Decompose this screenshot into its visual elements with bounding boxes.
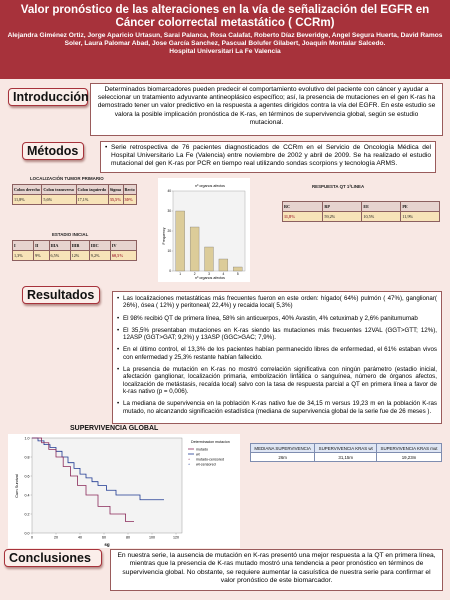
loc-value: 5,6%: [42, 195, 76, 205]
est-header: I: [13, 241, 34, 251]
bar-category-label: 1: [179, 272, 182, 276]
resp-value: 10,5%: [362, 212, 401, 222]
intro-box: [90, 83, 443, 136]
bar-category-label: 4: [222, 272, 225, 276]
bar-chart-title: nº organos afectos: [195, 184, 225, 188]
loc-table: [12, 184, 137, 205]
loc-table-caption: LOCALIZACIÓN TUMOR PRIMARIO: [30, 176, 104, 181]
resp-header: PE: [401, 202, 440, 212]
loc-header: Colon transverso: [42, 185, 76, 195]
km-xtick-label: 20: [54, 535, 58, 540]
bar-category-label: 5: [236, 272, 239, 276]
est-header: IIIB: [70, 241, 89, 251]
bar-chart-ylabel: Frequency: [162, 227, 166, 245]
bar: [190, 227, 199, 271]
result-item: • El 98% recibió QT de primera línea, 58% sin anticuerpos, 40% Avastin, 4% cetuximab y 2,6% panitumumab: [117, 315, 437, 322]
bar-chart-xlabel: nº organos afectos: [195, 276, 225, 280]
result-item: • En el último control, el 13,3% de los pacientes habían permanecido libres de enfermedad, el 61% estaban vivos con enfermedad y 25,3% restante habían fallecido.: [117, 346, 437, 361]
loc-header: Colon izquierdo: [76, 185, 108, 195]
km-ytick-label: 0.6: [24, 474, 30, 479]
section-title-conclusiones: Conclusiones: [4, 549, 102, 567]
result-item: • El 35,5% presentaban mutaciones en K-ras siendo las mutaciones más frecuentes 12VAL (GGT>GTT; 12%), 12ASP (GGT>GAT; 9,2%) y 13ASP (GGC>GAC; 7,9%).: [117, 327, 437, 342]
est-value: 1,3%: [13, 251, 34, 261]
resp-table: [282, 201, 440, 222]
bar: [219, 259, 228, 271]
loc-value: 30%: [123, 195, 136, 205]
hospital: Hospital Universitari La Fe Valencia: [169, 48, 281, 55]
km-legend-item: mutado: [196, 447, 208, 452]
median-header: SUPERVIVENCIA KRAS mut: [377, 444, 442, 453]
authors: Alejandra Giménez Ortiz, Jorge Aparicio Urtasun, Sarai Palanca, Rosa Calafat, Roberto Díaz Beveridge, Angel Segura Huerta, David Ramos Soler, Laura Palomar Abad, Jose García Sanchez, Pascual Bolufer Gilabert, Joaquín Montalar Salcedo.: [7, 32, 443, 47]
bar-ytick-label: 40: [167, 189, 171, 194]
loc-value: 17,1%: [76, 195, 108, 205]
resp-value: 11,9%: [401, 212, 440, 222]
km-xtick-label: 60: [102, 535, 106, 540]
km-xtick-label: 80: [126, 535, 130, 540]
metodos-text: • Serie retrospectiva de 76 pacientes diagnosticados de CCRm en el Servicio de Oncología Médica del Hospital Universitario La Fe (Valencia) entre noviembre de 2002 y abril de 2009. Se ha realizado el estudio mutacional del gen K-ras por PCR en tiempo real utilizando sondas scorpions y tecnología ARMS.: [105, 144, 431, 169]
est-header: II: [34, 241, 49, 251]
est-table: [12, 240, 137, 261]
resp-header: RP: [323, 202, 362, 212]
bar: [205, 247, 214, 271]
median-value: 31,15m: [315, 453, 377, 462]
km-ytick-label: 0.4: [24, 493, 30, 498]
median-header: SUPERVIVENCIA KRAS wt: [315, 444, 377, 453]
est-header: IV: [110, 241, 136, 251]
bar-category-label: 2: [193, 272, 196, 276]
km-ytick-label: 0.0: [24, 531, 30, 536]
km-ytick-label: 0.2: [24, 512, 30, 517]
bar-ytick-label: 20: [167, 229, 171, 234]
est-header: IIIA: [49, 241, 70, 251]
bar-category-label: 3: [208, 272, 210, 276]
loc-header: Colon derecho: [13, 185, 42, 195]
km-legend-item: wt-censored: [196, 462, 216, 467]
loc-header: Recto: [123, 185, 136, 195]
km-title: SUPERVIVENCIA GLOBAL: [70, 425, 159, 432]
result-item: • La mediana de supervivencia en la población K-ras nativo fue de 34,15 m versus 19,23 m en la población K-ras mutado, no alcanzando significación estadística (mediana de supervivencia global de la serie fue de 26 meses ).: [117, 400, 437, 415]
median-value: 26m: [251, 453, 315, 462]
loc-value: 11,8%: [13, 195, 42, 205]
est-header: IIIC: [89, 241, 110, 251]
median-table: [250, 443, 442, 462]
km-xtick-label: 0: [31, 535, 33, 540]
km-plot-area: [32, 438, 182, 533]
loc-value: 35,5%: [108, 195, 123, 205]
resp-value: 11,8%: [283, 212, 323, 222]
bar-ytick-label: 0: [169, 269, 171, 274]
result-item: • Las localizaciones metastáticas más frecuentes fueron en este orden: hígado( 64%) pulmón ( 47%), ganglionar( 26%), ósea ( 12%) y peritoneal( 22,4%) y recaida local( 5,3%): [117, 295, 437, 310]
est-value: 6,5%: [49, 251, 70, 261]
est-value: 60,5%: [110, 251, 136, 261]
km-legend-marker: +: [188, 457, 191, 462]
intro-text: Determinados biomarcadores pueden predecir el comportamiento evolutivo del paciente con cáncer y ayudar a seleccionar un tratamiento adyuvante antineoplásico específico; así, la presencia de mutaciones en el gen K-ras ha demostrado tener un valor predictivo en la respuesta a agentes dirigidos contra la vía del EGFR. En este estudio se valora la posible implicación pronóstica de K-ras, en términos de supervivencia global, según se estudio mutacional.: [97, 86, 436, 126]
resp-table-caption: RESPUESTA QT 1ªLINEA: [312, 184, 365, 189]
section-title-intro: Introducción: [8, 88, 88, 106]
km-legend-item: mutado-censored: [196, 457, 224, 462]
median-header: MEDIANA SUPERVIVENCIA: [251, 444, 315, 453]
km-xtick-label: 120: [173, 535, 179, 540]
km-ylabel: Cum Survival: [14, 474, 19, 498]
est-value: 12%: [70, 251, 89, 261]
km-legend-title: Determinacion mutacion: [191, 440, 230, 444]
loc-header: Sigma: [108, 185, 123, 195]
bar: [176, 211, 185, 271]
section-title-resultados: Resultados: [22, 286, 100, 304]
poster-header: [0, 0, 450, 79]
km-ytick-label: 1.0: [24, 436, 30, 441]
conclusiones-box: [110, 549, 443, 591]
est-value: 9%: [34, 251, 49, 261]
bar-ytick-label: 30: [167, 209, 171, 214]
median-value: 19,23m: [377, 453, 442, 462]
km-legend-marker: +: [188, 462, 191, 467]
km-ytick-label: 0.8: [24, 455, 30, 460]
bar-ytick-label: 10: [167, 249, 171, 254]
conclusiones-text: En nuestra serie, la ausencia de mutación en K-ras presentó una mejor respuesta a la QT en primera línea, mientras que la presencia de K-ras mutado mostró una tendencia a peor pronóstico en términos de supervivencia global. No obstante, se requiere aumentar la casuística de nuestra serie para confirmar el valor pronóstico de este biomarcador.: [117, 552, 436, 585]
resp-value: 59,2%: [323, 212, 362, 222]
km-xlabel: sg: [104, 542, 110, 547]
km-legend-item: wt: [196, 452, 200, 457]
est-value: 9,2%: [89, 251, 110, 261]
bar-chart: [158, 178, 250, 282]
metodos-box: [100, 141, 436, 173]
resp-header: EE: [362, 202, 401, 212]
bar: [233, 267, 242, 271]
result-item: • La presencia de mutación en K-ras no mostró correlación significativa con ningún parámetro (estadio inicial, afectación ganglionar, localización primaria, embolización linfática o sanguínea, número de órganos afectos, localización de metástasis, recaída local) salvo con la tasa de respuesta parcial a QT en primera línea a favor de k-ras nativo (p = 0,006).: [117, 366, 437, 395]
poster-title: Valor pronóstico de las alteraciones en la vía de señalización del EGFR en Cáncer colorrectal metastático ( CCRm): [20, 3, 430, 29]
km-chart: [8, 434, 240, 548]
section-title-metodos: Métodos: [22, 142, 84, 160]
est-table-caption: ESTADIO INICIAL: [52, 232, 89, 237]
km-xtick-label: 100: [149, 535, 155, 540]
resp-header: RC: [283, 202, 323, 212]
km-xtick-label: 40: [78, 535, 82, 540]
resultados-box: [112, 291, 442, 424]
